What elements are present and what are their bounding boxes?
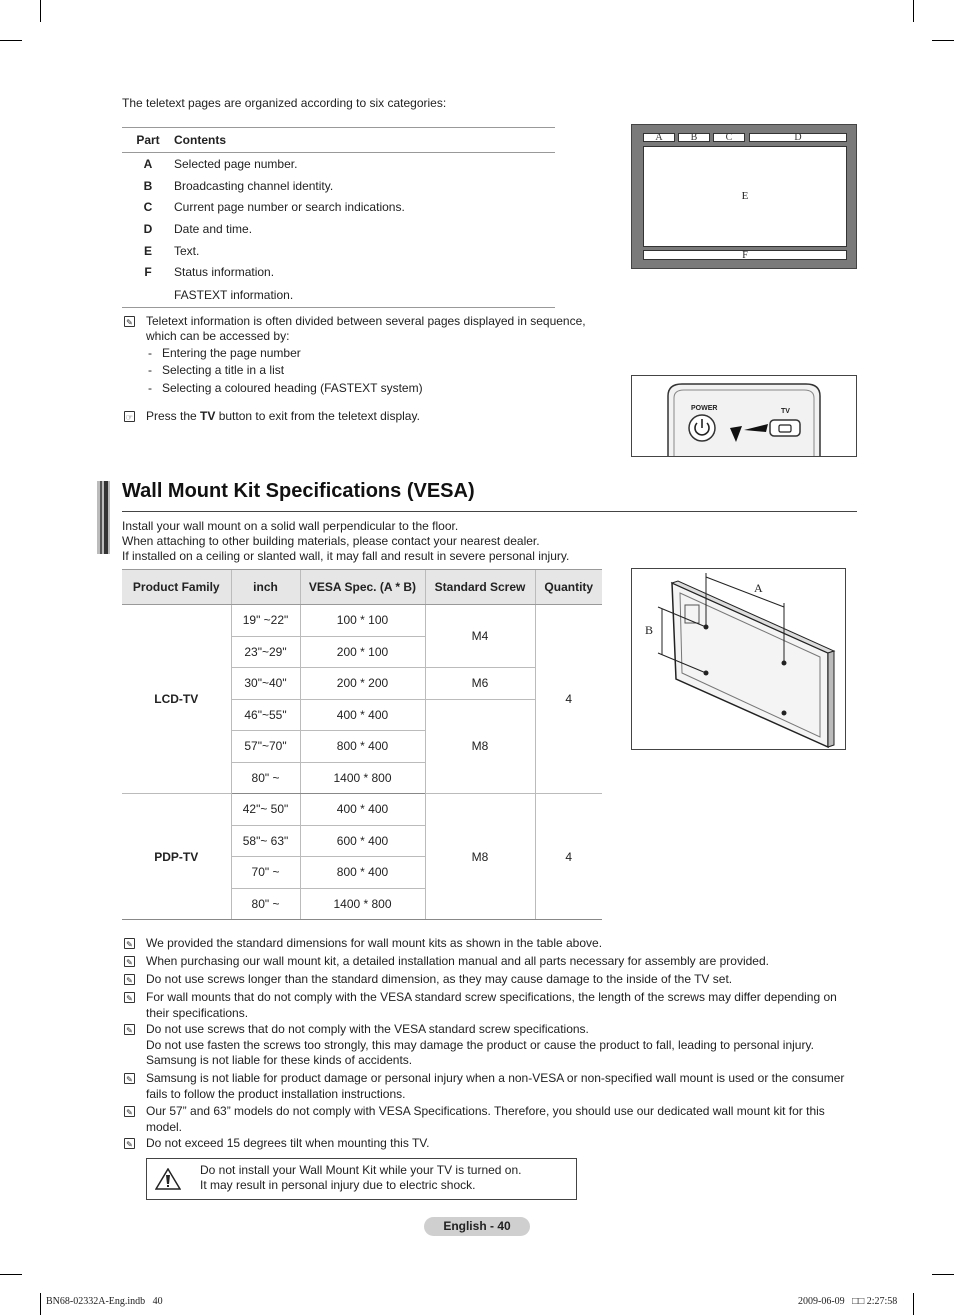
note-icon: ✎ [124,1073,135,1084]
warning-text [200,1163,521,1193]
teletext-diagram [631,124,857,269]
crop-mark [932,40,954,41]
heading-bar-icon [97,481,110,554]
part-cell: E [143,243,152,258]
table-row [122,153,555,175]
crop-mark [0,1274,22,1275]
table-row [122,605,602,637]
vesa-cell: 100 * 100 [300,605,425,637]
note-icon: ✎ [124,1138,135,1149]
teletext-label-c: C [713,133,745,142]
note-text: Teletext information is often divided between several pages displayed in sequence, which can be accessed by: [146,314,586,343]
family-cell: PDP-TV [122,794,231,920]
install-text [122,519,569,564]
inch-cell: 58"~ 63" [231,825,300,857]
screw-cell: M4 [425,605,535,668]
warning-line: Do not install your Wall Mount Kit while your TV is turned on. [200,1163,522,1177]
crop-mark [913,0,914,22]
note-text: When purchasing our wall mount kit, a detailed installation manual and all parts necessary for assembly are provided. [146,954,769,968]
list-item: - Selecting a coloured heading (FASTEXT system) [148,381,423,395]
vesa-cell: 400 * 400 [300,794,425,826]
vesa-spec-table [122,569,602,920]
crop-mark [40,0,41,22]
vesa-cell: 200 * 200 [300,668,425,700]
note-item [122,1071,859,1103]
list-item-text: Selecting a coloured heading (FASTEXT system) [162,381,423,395]
table-row [122,794,602,826]
list-item-text: Selecting a title in a list [162,363,285,377]
header-quantity: Quantity [535,570,602,605]
part-cell: A [143,156,153,171]
note-item [122,1022,859,1070]
part-cell: D [143,221,153,236]
header-product-family: Product Family [122,570,231,605]
contents-cell: Text. [174,243,200,258]
note-text-before: Press the [146,409,201,423]
vesa-cell: 600 * 400 [300,825,425,857]
list-item-text: Entering the page number [162,346,301,360]
list-item: - Entering the page number [148,346,301,360]
note-icon: ✎ [124,938,135,949]
vesa-cell: 800 * 400 [300,731,425,763]
note-icon: ✎ [124,974,135,985]
note-item [122,972,859,988]
note-text: Do not use screws longer than the standard dimension, as they may cause damage to the inside of the TV set. [146,972,733,986]
table-row [122,175,555,197]
note-text: Do not exceed 15 degrees tilt when mounting this TV. [146,1136,430,1150]
teletext-label-d: D [749,133,847,142]
header-contents: Contents [174,128,555,153]
install-line: If installed on a ceiling or slanted wall, it may fall and result in severe personal injury. [122,549,570,563]
note-text-after: button to exit from the teletext display. [215,409,420,423]
heading-rule [122,511,857,512]
vesa-cell: 1400 * 800 [300,888,425,920]
note-item [122,954,859,970]
inch-cell: 23"~29" [231,636,300,668]
contents-cell: Broadcasting channel identity. [174,178,334,193]
teletext-label-f: F [643,250,847,260]
vesa-table-header [122,570,602,605]
contents-cell: Current page number or search indications. [174,200,405,215]
note-item [122,1104,859,1136]
header-vesa-spec: VESA Spec. (A * B) [300,570,425,605]
teletext-label-e: E [643,146,847,247]
note-item [122,1136,859,1152]
warning-line: It may result in personal injury due to electric shock. [200,1178,476,1192]
inch-cell: 42"~ 50" [231,794,300,826]
inch-cell: 80" ~ [231,762,300,794]
inch-cell: 46"~55" [231,699,300,731]
page-number-badge: English - 40 [424,1217,530,1236]
warning-icon [155,1168,181,1190]
tv-label: TV [781,408,790,415]
note-icon: ✎ [124,316,135,327]
list-item: - Selecting a title in a list [148,363,285,377]
part-cell: C [143,200,153,215]
screw-cell: M6 [425,668,535,700]
part-cell: F [144,265,152,280]
note-icon: ✎ [124,1024,135,1035]
contents-cell: Date and time. [174,221,253,236]
part-cell: B [143,178,153,193]
inch-cell: 70" ~ [231,857,300,889]
family-cell: LCD-TV [122,605,231,794]
inch-cell: 19" ~22" [231,605,300,637]
note-text: Our 57” and 63” models do not comply with VESA Specifications. Therefore, you should use our dedicated wall mount kit for this model. [146,1104,825,1134]
note-teletext [122,314,857,346]
note-line: Do not use screws that do not comply with the VESA standard screw specifications. [146,1022,589,1036]
crop-mark [913,1293,914,1315]
quantity-cell: 4 [535,605,602,794]
wall-mount-diagram [631,568,846,750]
table-row [122,218,555,240]
screw-cell: M8 [425,699,535,794]
note-icon: ✎ [124,956,135,967]
inch-cell: 57"~70" [231,731,300,763]
inch-cell: 80" ~ [231,888,300,920]
note-text [146,1022,859,1069]
vesa-cell: 800 * 400 [300,857,425,889]
header-standard-screw: Standard Screw [425,570,535,605]
note-text: We provided the standard dimensions for wall mount kits as shown in the table above. [146,936,603,950]
footer-timestamp: 2009-06-09 □□ 2:27:58 [798,1296,898,1307]
contents-cell: Status information. [174,265,275,280]
parts-table [122,127,555,308]
parts-table-header [122,128,555,153]
note-item [122,990,859,1022]
vesa-cell: 400 * 400 [300,699,425,731]
screw-cell: M8 [425,794,535,920]
tv-button-name: TV [200,409,216,423]
note-text: For wall mounts that do not comply with the VESA standard screw specifications, the length of the screws may differ depending on their specifications. [146,990,837,1020]
contents-cell: FASTEXT information. [174,283,555,308]
header-part: Part [122,128,174,153]
install-line: When attaching to other building materials, please contact your nearest dealer. [122,534,540,548]
table-row [122,240,555,262]
table-row [122,261,555,283]
install-line: Install your wall mount on a solid wall perpendicular to the floor. [122,519,459,533]
crop-mark [40,1293,41,1315]
vesa-cell: 200 * 100 [300,636,425,668]
dimension-label-b: B [645,623,654,637]
remote-illustration [631,375,857,457]
tv-back-svg [632,569,845,749]
contents-cell: Selected page number. [174,156,298,171]
note-text: Samsung is not liable for product damage or personal injury when a non-VESA or non-specified wall mount is used or the consumer fails to follow the product installation instructions. [146,1071,845,1101]
note-icon: ✎ [124,1106,135,1117]
remote-svg [632,376,857,457]
table-row [122,283,555,308]
note-line: Do not use fasten the screws too strongly, this may damage the product or cause the product to fall, leading to personal injury. Samsung is not liable for these kinds of accidents. [146,1037,814,1067]
header-inch: inch [231,570,300,605]
footer-file-name: BN68-02332A-Eng.indb 40 [46,1296,163,1307]
dimension-label-a: A [754,581,763,595]
part-cell [122,283,174,308]
section-title: Wall Mount Kit Specifications (VESA) [122,480,475,502]
tv-button-icon [770,420,800,436]
inch-cell: 30"~40" [231,668,300,700]
note-icon: ✎ [124,992,135,1003]
teletext-label-a: A [643,133,675,142]
intro-text: The teletext pages are organized according to six categories: [122,96,447,110]
vesa-cell: 1400 * 800 [300,762,425,794]
quantity-cell: 4 [535,794,602,920]
power-label: POWER [691,405,718,412]
crop-mark [932,1274,954,1275]
crop-mark [0,40,22,41]
note-item [122,936,859,952]
teletext-label-b: B [678,133,710,142]
press-icon: ☞ [125,413,134,422]
table-row [122,196,555,218]
